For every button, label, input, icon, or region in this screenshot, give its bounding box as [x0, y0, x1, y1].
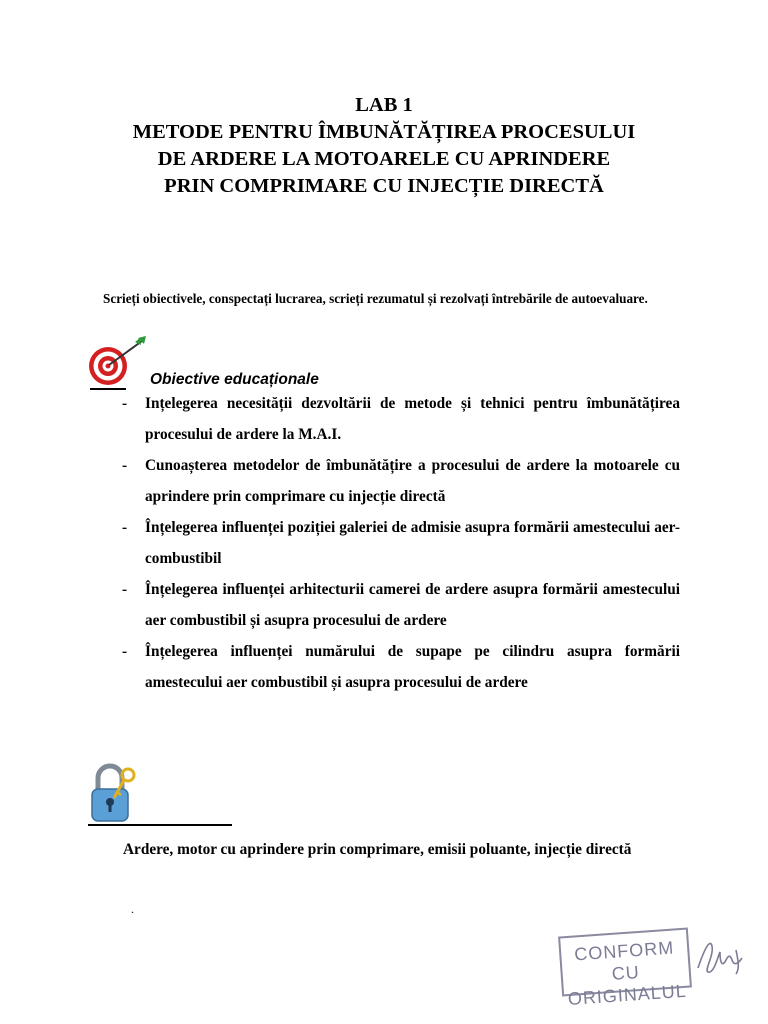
list-item: [120, 512, 680, 574]
list-dash: -: [122, 643, 128, 660]
list-item: [120, 636, 680, 698]
list-item: [120, 574, 680, 636]
title-line-3: PRIN COMPRIMARE CU INJECȚIE DIRECTĂ: [164, 175, 604, 197]
signature-mark: [690, 930, 750, 980]
list-dash: -: [122, 581, 128, 598]
list-item: [120, 388, 680, 450]
document-title: [0, 92, 768, 200]
keywords-underline: [88, 824, 232, 826]
keywords-text: Ardere, motor cu aprindere prin comprimare, emisii poluante, injecție directă: [123, 841, 632, 858]
target-icon: [86, 336, 150, 388]
objective-text: Înțelegerea influenței numărului de supape pe cilindru asupra formării amestecului aer combustibil și asupra procesului de ardere: [145, 643, 680, 691]
objectives-heading: Obiective educaționale: [150, 371, 319, 388]
stamp-line-1: CONFORM CU: [573, 937, 675, 984]
conform-stamp: [558, 928, 692, 1010]
objective-text: Ințelegerea necesității dezvoltării de metode și tehnici pentru îmbunătățirea procesului de ardere la M.A.I.: [145, 395, 680, 443]
stray-mark: .: [131, 902, 134, 916]
objective-text: Cunoașterea metodelor de îmbunătățire a procesului de ardere la motoarele cu aprindere prin comprimare cu injecție directă: [145, 457, 680, 505]
title-line-1: METODE PENTRU ÎMBUNĂTĂȚIREA PROCESULUI: [132, 121, 636, 143]
title-line-2: DE ARDERE LA MOTOARELE CU APRINDERE: [157, 148, 611, 170]
instructions-text: Scrieți obiectivele, conspectați lucrarea, scrieți rezumatul și rezolvați întrebările de autoevaluare.: [103, 291, 648, 306]
lab-number: LAB 1: [355, 94, 413, 116]
objectives-list: [120, 388, 680, 698]
objective-text: Înțelegerea influenței arhitecturii camerei de ardere asupra formării amestecului aer combustibil și asupra procesului de ardere: [145, 581, 680, 629]
list-dash: -: [122, 519, 128, 536]
objective-text: Înțelegerea influenței poziției galeriei de admisie asupra formării amestecului aer-combustibil: [145, 519, 680, 567]
list-dash: -: [122, 457, 128, 474]
padlock-key-icon: [86, 762, 138, 824]
stamp-line-2: ORIGINALUL: [567, 980, 688, 1010]
list-item: [120, 450, 680, 512]
list-dash: -: [122, 395, 128, 412]
